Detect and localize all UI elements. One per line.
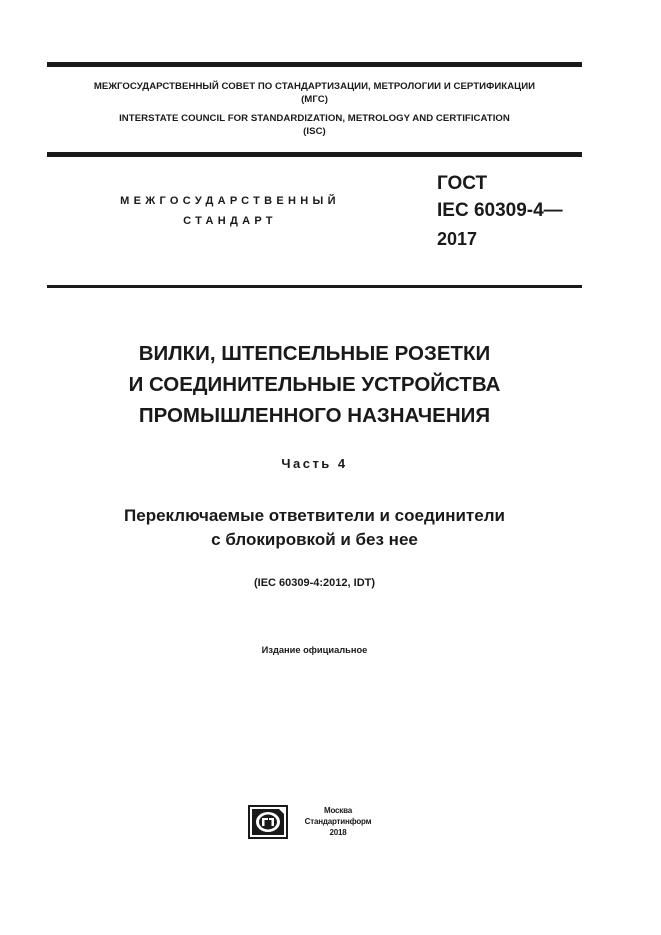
document-subtitle-line1: Переключаемые ответвители и соединители bbox=[124, 506, 505, 525]
standard-kind-line2: СТАНДАРТ bbox=[183, 215, 277, 227]
council-en-text: INTERSTATE COUNCIL FOR STANDARDIZATION, METROLOGY AND CERTIFICATION bbox=[119, 113, 510, 124]
bottom-divider bbox=[47, 285, 582, 288]
document-title-line1: ВИЛКИ, ШТЕПСЕЛЬНЫЕ РОЗЕТКИ bbox=[138, 342, 491, 365]
council-ru-abbr: (МГС) bbox=[301, 94, 328, 105]
middle-divider bbox=[47, 152, 582, 157]
council-name-en bbox=[47, 112, 582, 138]
standartinform-logo-icon bbox=[248, 805, 288, 839]
document-title-line3: ПРОМЫШЛЕННОГО НАЗНАЧЕНИЯ bbox=[138, 404, 491, 427]
publisher-name: Стандартинформ bbox=[304, 817, 372, 826]
top-divider bbox=[47, 62, 582, 67]
council-name-ru bbox=[47, 80, 582, 106]
edition-note: Издание официальное bbox=[261, 645, 368, 655]
document-title-line2: И СОЕДИНИТЕЛЬНЫЕ УСТРОЙСТВА bbox=[128, 373, 501, 396]
document-subtitle-line2: с блокировкой и без нее bbox=[211, 530, 418, 549]
iec-reference: (IEC 60309-4:2012, IDT) bbox=[253, 577, 376, 589]
publisher-city: Москва bbox=[324, 806, 352, 815]
council-en-abbr: (ISC) bbox=[303, 126, 326, 137]
part-label: Часть 4 bbox=[281, 456, 348, 471]
standard-kind-line1: МЕЖГОСУДАРСТВЕННЫЙ bbox=[120, 195, 340, 207]
publisher-year: 2018 bbox=[329, 828, 347, 837]
designation-code: ГОСТ bbox=[437, 173, 488, 194]
designation-year: 2017 bbox=[437, 229, 478, 249]
designation-number: IEC 60309-4— bbox=[437, 200, 563, 221]
council-ru-text: МЕЖГОСУДАРСТВЕННЫЙ СОВЕТ ПО СТАНДАРТИЗАЦИИ, МЕТРОЛОГИИ И СЕРТИФИКАЦИИ bbox=[93, 81, 536, 92]
